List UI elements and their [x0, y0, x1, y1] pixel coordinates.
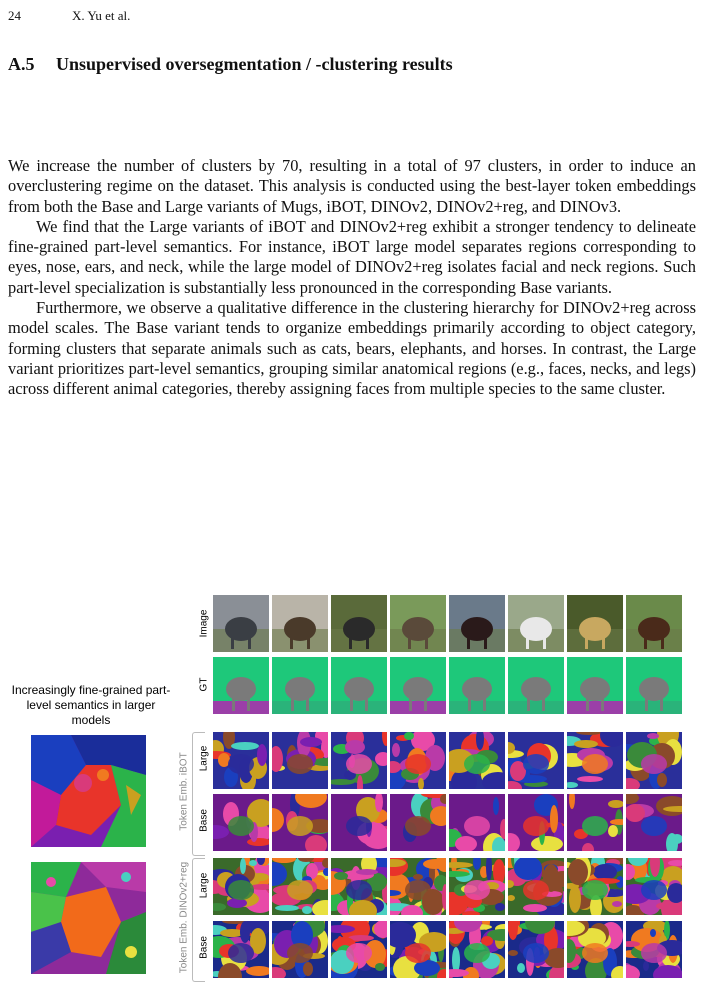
ibot-large-tile	[213, 732, 269, 789]
image-tile	[213, 595, 269, 652]
ibot-base-row	[213, 794, 682, 851]
dino-base-tile	[331, 921, 387, 978]
ibot-base-tile	[390, 794, 446, 851]
gt-tile	[213, 657, 269, 714]
image-tile	[272, 595, 328, 652]
dino-large-row	[213, 858, 682, 915]
figure-clustering	[0, 590, 703, 987]
dino-large-tile	[213, 858, 269, 915]
row-label-gt: GT	[198, 677, 210, 692]
section-heading	[8, 54, 453, 75]
dino-base-tile	[390, 921, 446, 978]
image-tile	[331, 595, 387, 652]
gt-row	[213, 657, 682, 714]
ibot-large-tile	[331, 732, 387, 789]
section-number: A.5	[8, 54, 35, 74]
figure-side-caption: Increasingly fine-grained part-level semantics in larger models	[11, 683, 171, 727]
ibot-large-tile	[567, 732, 623, 789]
image-tile	[567, 595, 623, 652]
ibot-large-tile	[390, 732, 446, 789]
gt-tile	[626, 657, 682, 714]
section-title: Unsupervised oversegmentation / -clustering results	[56, 54, 453, 74]
dino-base-tile	[272, 921, 328, 978]
ibot-base-tile	[272, 794, 328, 851]
group-label-dinov2reg: Token Emb. DINOv2+reg	[178, 861, 190, 974]
dino-large-tile	[390, 858, 446, 915]
zoom-large-segmentation	[31, 735, 146, 847]
image-tile	[508, 595, 564, 652]
dino-base-tile	[567, 921, 623, 978]
gt-tile	[331, 657, 387, 714]
dino-large-tile	[626, 858, 682, 915]
ibot-base-tile	[331, 794, 387, 851]
row-label-ibot-base: Base	[198, 809, 210, 832]
ibot-large-tile	[508, 732, 564, 789]
row-label-ibot-large: Large	[198, 745, 210, 772]
paragraph: We find that the Large variants of iBOT and DINOv2+reg exhibit a stronger tendency to delineate fine-grained part-level semantics. For instance, iBOT large model separates regions corresponding to eyes, nose, ears, and neck, while the large model of DINOv2+reg isolates facial and neck regions. Such part-level specialization is substantially less pronounced in the corresponding Base variants.	[8, 216, 696, 297]
dino-base-tile	[508, 921, 564, 978]
group-label-ibot: Token Emb. iBOT	[178, 752, 190, 831]
ibot-large-tile	[272, 732, 328, 789]
page-header	[8, 8, 130, 24]
gt-tile	[508, 657, 564, 714]
image-row	[213, 595, 682, 652]
ibot-large-tile	[449, 732, 505, 789]
dino-large-tile	[331, 858, 387, 915]
paragraph: Furthermore, we observe a qualitative difference in the clustering hierarchy for DINOv2+reg across model scales. The Base variant tends to organize embeddings primarily according to object category, forming clusters that separate animals such as cats, bears, elephants, and horses. In contrast, the Large variant prioritizes part-level semantics, grouping similar anatomical regions (e.g., faces, necks, and legs) across different animal categories, thereby assigning faces from multiple species to the same cluster.	[8, 298, 696, 399]
dino-base-tile	[449, 921, 505, 978]
row-label-dino-base: Base	[198, 936, 210, 959]
dino-base-tile	[626, 921, 682, 978]
paragraph: We increase the number of clusters by 70, resulting in a total of 97 clusters, in order to induce an overclustering regime on the dataset. This analysis is conducted using the best-layer token embeddings from both the Base and Large variants of Mugs, iBOT, DINOv2, DINOv2+reg, and DINOv3.	[8, 156, 696, 216]
dino-large-tile	[508, 858, 564, 915]
page-number: 24	[8, 8, 21, 23]
dino-large-tile	[272, 858, 328, 915]
dino-large-tile	[567, 858, 623, 915]
dino-base-row	[213, 921, 682, 978]
dino-large-tile	[449, 858, 505, 915]
ibot-base-tile	[213, 794, 269, 851]
zoom-base-segmentation	[31, 862, 146, 974]
ibot-base-tile	[449, 794, 505, 851]
gt-tile	[449, 657, 505, 714]
ibot-large-tile	[626, 732, 682, 789]
image-tile	[626, 595, 682, 652]
ibot-base-tile	[626, 794, 682, 851]
row-label-image: Image	[198, 609, 210, 638]
running-head: X. Yu et al.	[72, 8, 131, 23]
body-text	[8, 156, 696, 400]
ibot-base-tile	[508, 794, 564, 851]
gt-tile	[567, 657, 623, 714]
gt-tile	[272, 657, 328, 714]
ibot-base-tile	[567, 794, 623, 851]
gt-tile	[390, 657, 446, 714]
image-tile	[449, 595, 505, 652]
row-label-dino-large: Large	[198, 872, 210, 899]
ibot-large-row	[213, 732, 682, 789]
image-tile	[390, 595, 446, 652]
dino-base-tile	[213, 921, 269, 978]
